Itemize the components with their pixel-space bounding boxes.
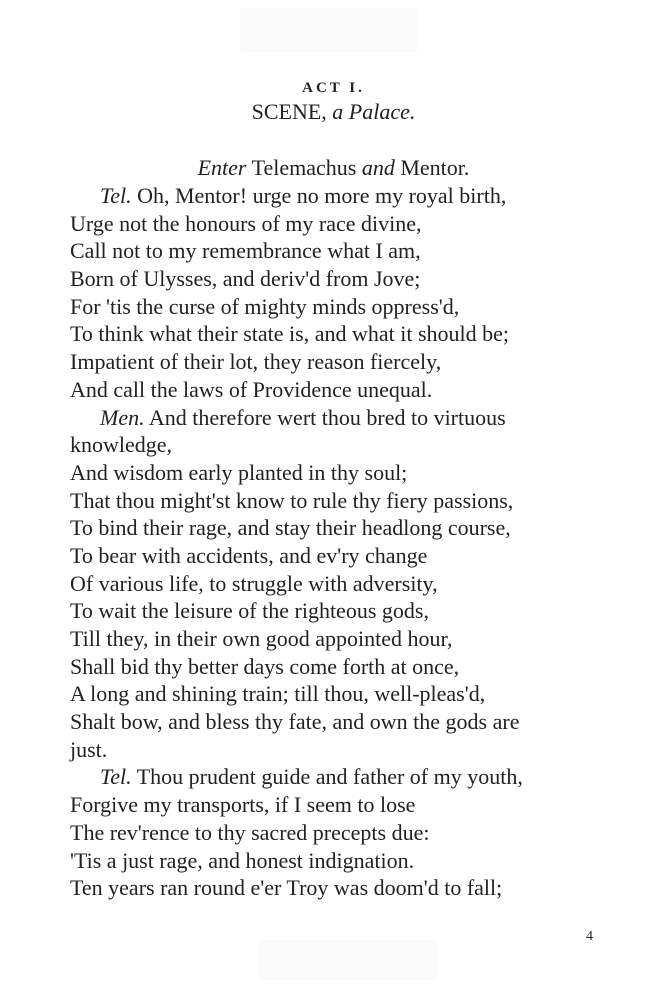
line-text: Oh, Mentor! urge no more my royal birth, xyxy=(137,183,507,208)
verse-line xyxy=(70,514,650,542)
verse-line xyxy=(70,237,650,265)
line-text: Thou prudent guide and father of my youth, xyxy=(136,764,523,790)
verse-line xyxy=(70,182,650,210)
verse-line xyxy=(70,763,650,791)
line-text: Forgive my transports, if I seem to lose xyxy=(70,792,416,818)
stage-direction xyxy=(0,154,667,182)
line-text: 'Tis a just rage, and honest indignation. xyxy=(70,847,415,873)
verse-line xyxy=(70,265,650,293)
verse-line xyxy=(70,459,650,487)
line-text: That thou might'st know to rule thy fiery passions, xyxy=(70,487,514,513)
line-text: knowledge, xyxy=(70,432,173,458)
line-text: Impatient of their lot, they reason fiercely, xyxy=(70,349,442,375)
line-text: Till they, in their own good appointed hour, xyxy=(70,626,453,651)
line-text: Born of Ulysses, and deriv'd from Jove; xyxy=(70,266,421,292)
line-text: just. xyxy=(70,736,108,762)
verse-line xyxy=(70,736,650,764)
line-text: The rev'rence to thy sacred precepts due: xyxy=(70,819,430,845)
verse-line xyxy=(70,680,650,708)
verse-line xyxy=(70,404,650,432)
line-text: Urge not the honours of my race divine, xyxy=(70,210,422,236)
verse-line xyxy=(70,625,650,653)
verse-line xyxy=(70,874,650,902)
line-text: Of various life, to struggle with adversity, xyxy=(70,570,438,596)
verse-line xyxy=(70,570,650,598)
verse-line xyxy=(70,791,650,819)
line-text: And therefore wert thou bred to virtuous xyxy=(148,404,506,430)
line-text: To wait the leisure of the righteous gods, xyxy=(70,598,429,624)
scan-smudge-bottom xyxy=(258,940,438,980)
line-text: Call not to my remembrance what I am, xyxy=(70,238,421,264)
verse-line xyxy=(70,376,650,404)
scene-prefix: SCENE, xyxy=(251,99,327,124)
verse-line xyxy=(70,847,650,875)
verse-line xyxy=(70,819,650,847)
scene-location: a Palace. xyxy=(332,99,416,124)
character-telemachus: Telemachus xyxy=(251,155,357,180)
line-text: And call the laws of Providence unequal. xyxy=(70,376,433,402)
line-text: To bind their rage, and stay their headlong course, xyxy=(70,515,511,541)
verse-line xyxy=(70,348,650,376)
character-mentor: Mentor. xyxy=(400,155,470,180)
verse-line xyxy=(70,597,650,625)
stage-verb: Enter xyxy=(197,155,247,180)
stage-conjunction: and xyxy=(361,155,395,180)
verse-line xyxy=(70,708,650,736)
line-text: And wisdom early planted in thy soul; xyxy=(70,459,408,485)
line-text: For 'tis the curse of mighty minds oppress'd, xyxy=(70,293,460,319)
verse-line xyxy=(70,431,650,459)
verse-line xyxy=(70,653,650,681)
line-text: Shall bid thy better days come forth at once, xyxy=(70,653,460,679)
verse-line xyxy=(70,293,650,321)
scan-smudge-top xyxy=(240,8,418,52)
act-heading: ACT I. xyxy=(302,80,365,96)
scene-heading xyxy=(0,98,667,126)
verse-line xyxy=(70,487,650,515)
speaker-name: Tel. xyxy=(100,764,132,790)
verse-line xyxy=(70,320,650,348)
page-number: 4 xyxy=(586,929,593,944)
line-text: Shalt bow, and bless thy fate, and own the gods are xyxy=(70,709,520,735)
speaker-name: Men. xyxy=(100,404,145,430)
line-text: To bear with accidents, and ev'ry change xyxy=(70,542,428,568)
verse-body xyxy=(70,182,650,902)
verse-line xyxy=(70,542,650,570)
line-text: Ten years ran round e'er Troy was doom'd to fall; xyxy=(70,875,503,901)
line-text: A long and shining train; till thou, well-pleas'd, xyxy=(70,681,486,707)
line-text: To think what their state is, and what it should be; xyxy=(70,321,510,347)
speaker-name: Tel. xyxy=(100,183,132,208)
verse-line xyxy=(70,210,650,238)
